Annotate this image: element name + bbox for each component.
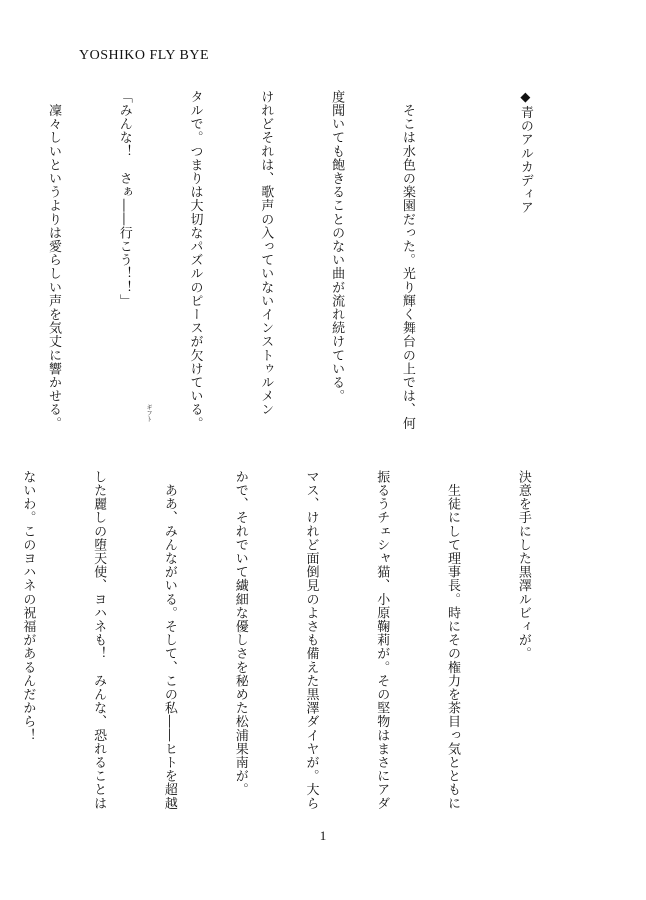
furigana-reading: ギフト <box>145 404 152 422</box>
text-line: 生徒にして理事長。時にその権力を茶目っ気とともに <box>445 470 461 810</box>
text-line: 決意を手にした黒澤ルビィが。 <box>515 470 531 661</box>
page-number: 1 <box>319 828 327 843</box>
text-line: した麗しの堕天使、ヨハネも！ みんな、恐れることは <box>91 470 107 810</box>
text-line: 振るうチェシャ猫、小原鞠莉が。その堅物はまさにアダ <box>374 470 390 810</box>
text-line: けれどそれは、歌声の入っていないインストゥルメン <box>258 90 274 417</box>
text-line: ああ、みんながいる。そして、この私――ヒトを超越 <box>161 470 177 810</box>
upper-text-column <box>45 90 584 446</box>
text-line: 度聞いても飽きることのない曲が流れ続けている。 <box>329 90 345 403</box>
text-line: かで、それでいて繊細な優しさを秘めた松浦果南が。 <box>232 470 248 797</box>
text-line: そこは水色の楽園だった。光り輝く舞台の上では、何 <box>399 90 415 430</box>
text-line: 凜々しいというよりは愛らしい声を気丈に響かせる。 <box>45 90 61 430</box>
lower-text-column <box>20 470 582 810</box>
running-header: YOSHIKO FLY BYE <box>79 48 210 63</box>
text-line: 「みんな！ さぁ――行こう！！」 <box>116 90 132 308</box>
text-line: タルで。つまりは大切なパズルのピースが欠けている。 <box>187 90 203 430</box>
text-line: マス、けれど面倒見のよさも備えた黒澤ダイヤが。大ら <box>303 470 319 810</box>
text-line: ないわ。このヨハネの祝福があるんだから！ <box>20 470 36 742</box>
section-heading: ◆青のアルカディア <box>517 90 533 215</box>
